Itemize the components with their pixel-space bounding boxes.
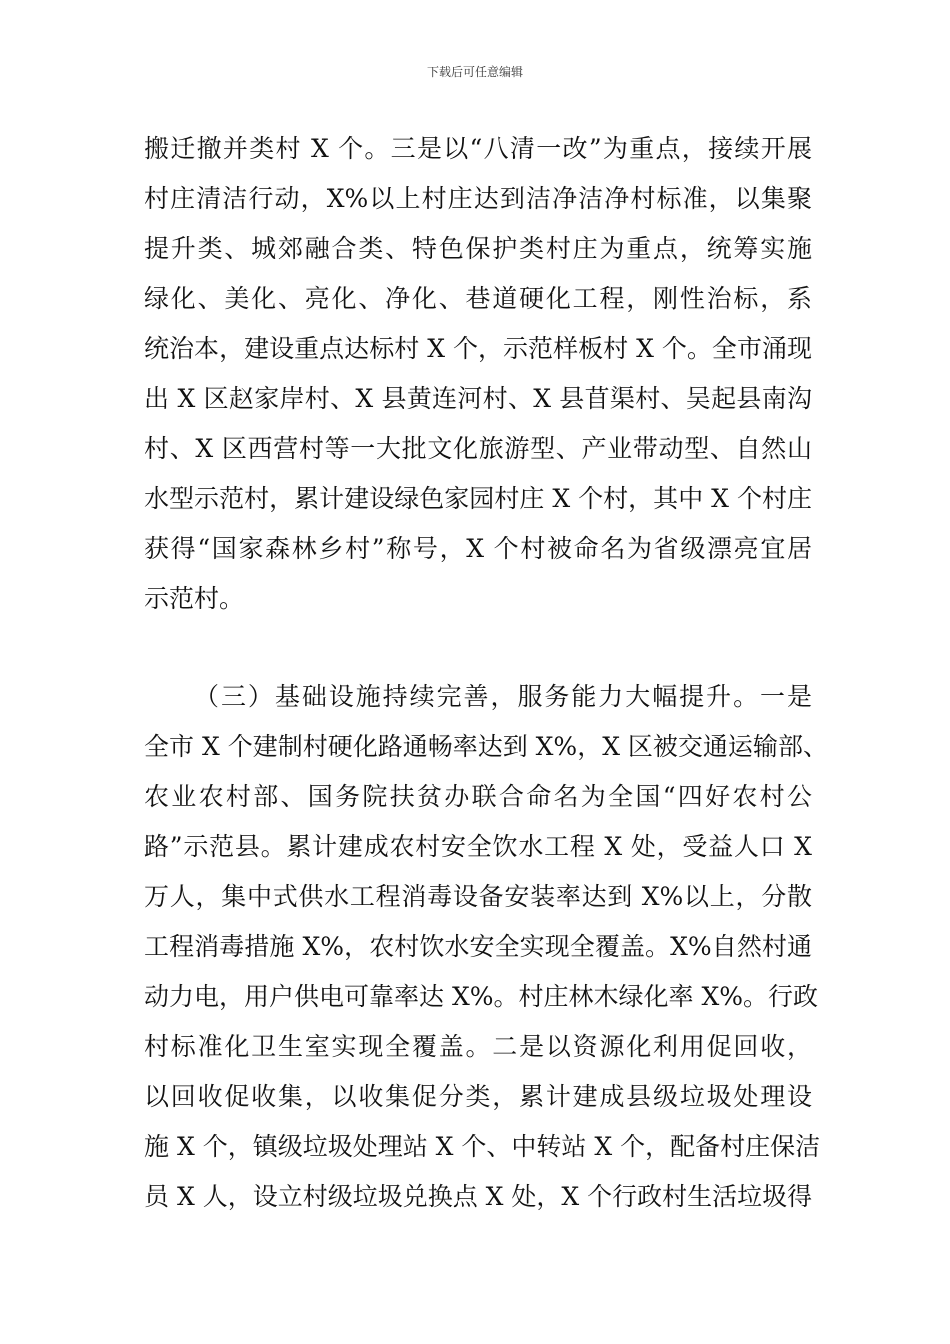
text-line: 示范村。 xyxy=(144,584,245,613)
page-header: 下载后可任意编辑 xyxy=(426,65,523,79)
text-line: 全市 X 个建制村硬化路通畅率达到 X%，X 区被交通运输部、 xyxy=(144,732,828,761)
text-line: 施 X 个，镇级垃圾处理站 X 个、中转站 X 个，配备村庄保洁 xyxy=(144,1132,821,1161)
text-line: 统治本，建设重点达标村 X 个，示范样板村 X 个。全市涌现 xyxy=(144,334,812,363)
text-line: 提升类、城郊融合类、特色保护类村庄为重点，统筹实施 xyxy=(144,234,812,263)
text-line: 出 X 区赵家岸村、X 县黄连河村、X 县苜渠村、吴起县南沟 xyxy=(144,384,812,413)
text-line: 搬迁撤并类村 X 个。三是以“八清一改”为重点，接续开展 xyxy=(144,134,812,163)
text-line: 员 X 人，设立村级垃圾兑换点 X 处，X 个行政村生活垃圾得 xyxy=(144,1182,813,1211)
paragraph-2 xyxy=(144,672,828,1222)
text-line: 动力电，用户供电可靠率达 X%。村庄林木绿化率 X%。行政 xyxy=(144,982,819,1011)
text-line: 万人，集中式供水工程消毒设备安装率达到 X%以上，分散 xyxy=(144,882,812,911)
text-line: （三）基础设施持续完善，服务能力大幅提升。一是 xyxy=(194,682,812,711)
text-line: 获得“国家森林乡村”称号，X 个村被命名为省级漂亮宜居 xyxy=(144,534,812,563)
text-line: 水型示范村，累计建设绿色家园村庄 X 个村，其中 X 个村庄 xyxy=(144,484,812,513)
text-line: 村庄清洁行动，X%以上村庄达到洁净洁净村标准，以集聚 xyxy=(144,184,812,213)
paragraph-1 xyxy=(144,124,812,624)
text-line: 路”示范县。累计建成农村安全饮水工程 X 处，受益人口 X xyxy=(144,832,812,861)
text-line: 村、X 区西营村等一大批文化旅游型、产业带动型、自然山 xyxy=(144,434,812,463)
text-line: 农业农村部、国务院扶贫办联合命名为全国“四好农村公 xyxy=(144,782,812,811)
text-line: 村标准化卫生室实现全覆盖。二是以资源化利用促回收， xyxy=(144,1032,812,1061)
text-line: 工程消毒措施 X%，农村饮水安全实现全覆盖。X%自然村通 xyxy=(144,932,812,961)
text-line: 以回收促收集，以收集促分类，累计建成县级垃圾处理设 xyxy=(144,1082,812,1111)
text-line: 绿化、美化、亮化、净化、巷道硬化工程，刚性治标，系 xyxy=(144,284,812,313)
